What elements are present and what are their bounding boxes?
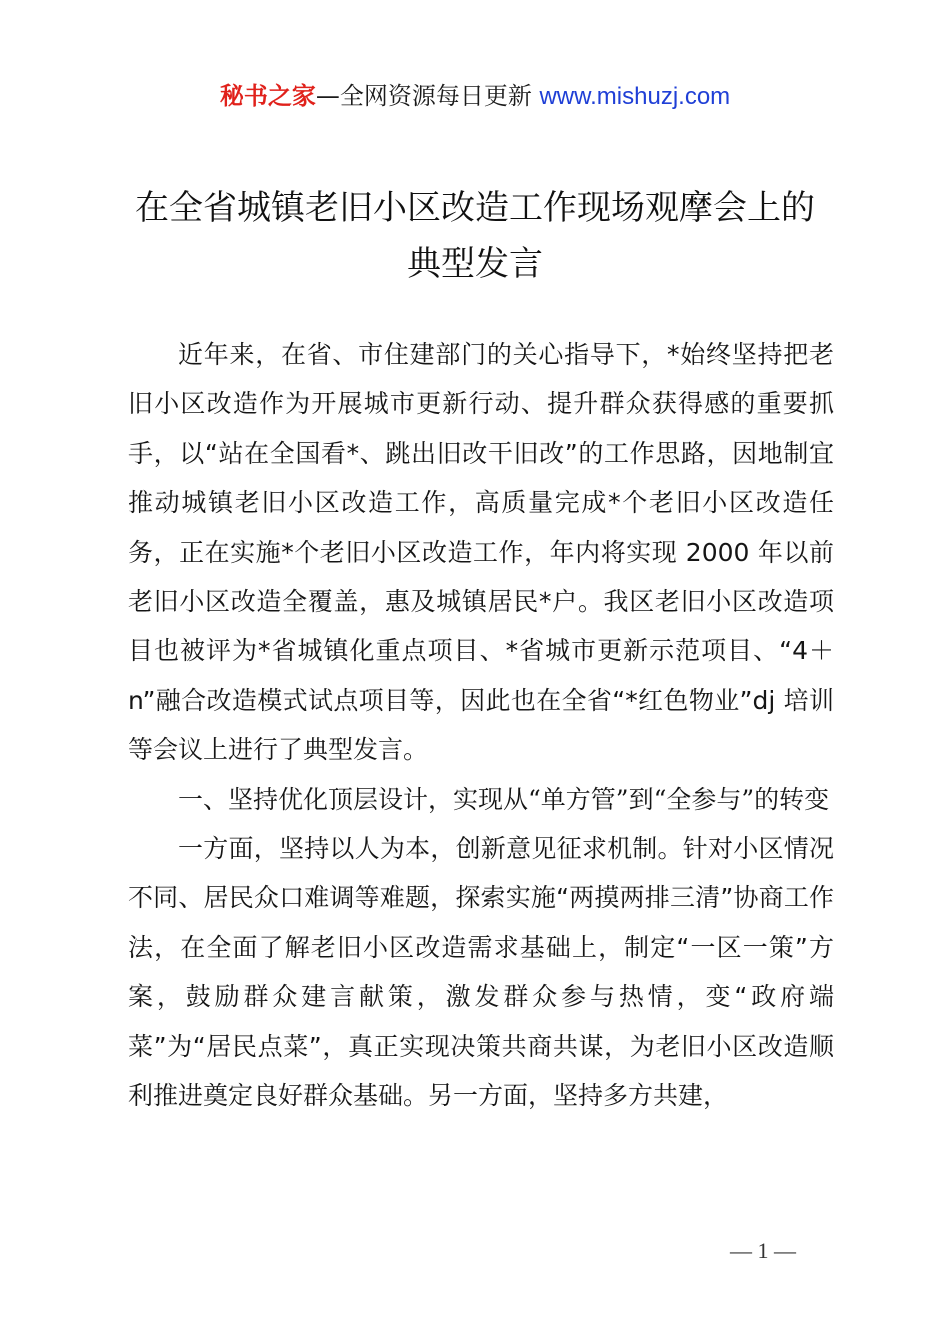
title-line-2: 典型发言: [407, 244, 543, 284]
site-url-link[interactable]: www.mishuzj.com: [539, 83, 731, 110]
document-title: [110, 180, 840, 292]
brand-name: 秘书之家: [219, 82, 316, 110]
header-slogan: —全网资源每日更新: [315, 82, 540, 110]
site-header: [0, 80, 950, 113]
section-heading-1: 一、坚持优化顶层设计，实现从“单方管”到“全参与”的转变: [178, 784, 830, 814]
page-number: — 1 —: [730, 1238, 796, 1263]
document-body: [128, 330, 834, 1121]
paragraph-section-1: 一方面，坚持以人为本，创新意见征求机制。针对小区情况不同、居民众口难调等难题，探索实施“两摸两排三清”协商工作法，在全面了解老旧小区改造需求基础上，制定“一区一策”方案，鼓励群众建言献策，激发群众参与热情，变“政府端菜”为“居民点菜”，真正实现决策共商共谋，为老旧小区改造顺利推进奠定良好群众基础。另一方面，坚持多方共建，: [128, 834, 834, 1111]
title-line-1: 在全省城镇老旧小区改造工作现场观摩会上的: [135, 188, 815, 228]
paragraph-intro: 近年来，在省、市住建部门的关心指导下，*始终坚持把老旧小区改造作为开展城市更新行动、提升群众获得感的重要抓手，以“站在全国看*、跳出旧改干旧改”的工作思路，因地制宜推动城镇老旧小区改造工作，高质量完成*个老旧小区改造任务，正在实施*个老旧小区改造工作，年内将实现 2000 年以前老旧小区改造全覆盖，惠及城镇居民*户。我区老旧小区改造项目也被评为*省城镇化重点项目、*省城市更新示范项目、“4＋n”融合改造模式试点项目等，因此也在全省“*红色物业”dj 培训等会议上进行了典型发言。: [128, 340, 834, 765]
